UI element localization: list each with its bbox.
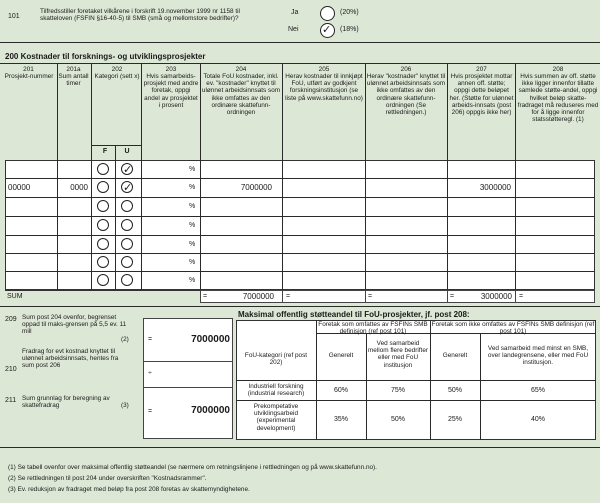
divider: [0, 42, 600, 43]
row1-u-checkmark-icon: ✓: [123, 163, 133, 176]
row2-hours[interactable]: 0000: [70, 183, 88, 192]
row2-u-checkmark-icon: ✓: [123, 181, 133, 194]
row6-percent-sign: %: [189, 259, 196, 266]
support-sub-4: Ved samarbeid med minst en SMB, over landegrensene, eller med FoU institusjon.: [487, 345, 589, 367]
footnote-2: (2) Se rettledningen til post 204 under overskriften "Kostnadsrammer".: [8, 475, 207, 482]
post-210-number: 210: [5, 366, 17, 373]
row7-f-radio[interactable]: [97, 274, 109, 286]
divider: [0, 447, 600, 448]
sum-eq-204: =: [203, 293, 208, 300]
category-u-label: U: [124, 148, 130, 155]
row2-percent-sign: %: [189, 184, 196, 191]
support-group-smb: Foretak som omfattes av FSFINs SMB definisjon (ref post 101): [318, 321, 428, 336]
col-201a-label: Sum antall timer: [58, 73, 89, 88]
post-209-note: (2): [121, 336, 129, 343]
support-row1-val1: 60%: [333, 387, 348, 394]
post-209-operator: =: [148, 336, 153, 343]
sum-eq-208: =: [519, 293, 524, 300]
col-205-label: Herav kostnader til innkjøpt FoU, utført av godkjent forskningsinstitusjon (se liste på www.skattefunn.no): [285, 73, 363, 102]
support-row1-val3: 50%: [447, 387, 462, 394]
support-sub-1: Generelt: [328, 352, 354, 359]
sum-other-support-value: 3000000: [480, 292, 512, 301]
support-row2-val4: 40%: [530, 416, 545, 423]
col-203-number: 203: [165, 66, 177, 73]
q101-number: 101: [8, 13, 20, 20]
q101-text: Tilfredsstiller foretaket vilkårene i forskrift 19.november 1999 nr 1158 til skatteloven (FSFIN §16-40-5) til SMB (små og mellomstore bedrifter)?: [40, 8, 240, 23]
col-202-number: 202: [111, 66, 123, 73]
post-211-value: 7000000: [191, 405, 230, 416]
post-211-text: Sum grunnlag for beregning av skattefradrag: [22, 395, 110, 410]
col-202-label: Kategori (sett x): [94, 73, 140, 80]
col-208-number: 208: [552, 66, 564, 73]
sum-205-field[interactable]: [282, 290, 366, 303]
footnote-1: (1) Se tabell ovenfor over maksimal offentlig støtteandel (se nærmere om retningslinjene i rettledningen og på www.skattefunn.no).: [8, 464, 377, 471]
q101-ja-percent: (20%): [340, 9, 359, 16]
col-208-label: Hvis summen av off. støtte ikke ligger innenfor tillatte samlede støtte-andel, oppgi hvilket beløp skatte-fradraget må reduseres med for å ligge innenfor statsstøtteregl. (1): [517, 73, 599, 124]
post-210-operator: ÷: [148, 370, 152, 377]
post-211-note: (3): [121, 402, 129, 409]
footnote-3: (3) Ev. reduksjon av fradraget med beløp fra post 208 foretas av skattemyndighetene.: [8, 486, 250, 493]
row5-u-radio[interactable]: [121, 238, 133, 250]
support-group-non-smb: Foretak som ikke omfattes av FSFINs SMB definisjon (ref post 101): [431, 321, 595, 336]
row5-percent-sign: %: [189, 241, 196, 248]
col-204-label: Totale FoU kostnader, inkl. ev. "kostnader" knyttet til ulønnet arbeidsinnsats som ikke omfattes av den ordinære skattefunn-ordningen: [201, 73, 281, 117]
support-row2-val3: 25%: [447, 416, 462, 423]
support-row2-val1: 35%: [333, 416, 348, 423]
row6-f-radio[interactable]: [97, 256, 109, 268]
col-206-label: Herav "kostnader" knyttet til ulønnet arbeidsinnsats som ikke omfattes av den ordinære skattefunn-ordningen (Se rettledningen.): [366, 73, 446, 117]
sum-208-field[interactable]: [515, 290, 595, 303]
row2-total-cost[interactable]: 7000000: [240, 183, 272, 192]
support-row2-label: Prekompetative utviklingsarbeid (experimental development): [253, 403, 299, 432]
post-209-value: 7000000: [191, 334, 230, 345]
col-201-number: 201: [23, 66, 34, 73]
support-sub-3: Generelt: [442, 352, 468, 359]
q101-ja-label: Ja: [291, 9, 299, 16]
row7-u-radio[interactable]: [121, 274, 133, 286]
row3-u-radio[interactable]: [121, 200, 133, 212]
q101-nei-percent: (18%): [340, 26, 359, 33]
row6-u-radio[interactable]: [121, 256, 133, 268]
sum-eq-206: =: [368, 293, 373, 300]
section-200-title: 200 Kostnader til forsknings- og utviklingsprosjekter: [5, 52, 206, 61]
row4-u-radio[interactable]: [121, 219, 133, 231]
col-201a-number: 201a: [66, 66, 81, 73]
col-203-label: Hvis samarbeids-prosjekt med andre foretak, oppgi andel av prosjektet i prosent: [143, 73, 199, 109]
divider: [0, 63, 600, 64]
row5-f-radio[interactable]: [97, 238, 109, 250]
row1-percent-sign: %: [189, 166, 196, 173]
support-sub-2: Ved samarbeid mellom flere bedrifter eller med FoU institusjon: [367, 340, 429, 369]
row4-percent-sign: %: [189, 222, 196, 229]
sum-eq-205: =: [286, 293, 291, 300]
col-207-label: Hvis prosjektet mottar annen off. støtte; oppgi dette beløpet her. (Støtte for ulønnet arbeids-innsats (post 206) oppgis ikke her): [449, 73, 514, 117]
post-211-operator: =: [148, 408, 153, 415]
divider: [0, 306, 600, 307]
q101-nei-checkmark-icon: ✓: [322, 23, 332, 36]
row2-other-support[interactable]: 3000000: [479, 183, 511, 192]
row4-f-radio[interactable]: [97, 219, 109, 231]
sum-total-value: 7000000: [242, 292, 274, 301]
post-210-text: Fradrag for evt kostnad knyttet til ulønnet arbeidsinnsats, hentes fra sum post 206: [22, 348, 119, 370]
support-category-header: FoU-kategori (ref post 202): [244, 352, 308, 367]
post-211-number: 211: [5, 397, 17, 404]
sum-label: SUM: [7, 293, 23, 300]
row7-percent-sign: %: [189, 277, 196, 284]
col-207-number: 207: [476, 66, 487, 73]
row3-percent-sign: %: [189, 203, 196, 210]
post-209-number: 209: [5, 316, 17, 323]
col-201-label: Prosjekt-nummer: [4, 73, 54, 80]
support-row2-val2: 50%: [390, 416, 405, 423]
support-row1-val2: 75%: [390, 387, 405, 394]
col-205-number: 205: [318, 66, 330, 73]
post-210-field[interactable]: [143, 361, 233, 388]
row1-f-radio[interactable]: [97, 163, 109, 175]
q101-nei-label: Nei: [288, 26, 299, 33]
q101-ja-radio[interactable]: [320, 6, 335, 21]
support-row1-label: Industriell forskning (industrial research): [247, 383, 305, 398]
sum-206-field[interactable]: [365, 290, 448, 303]
support-row1-val4: 65%: [530, 387, 545, 394]
sum-eq-207: =: [450, 293, 455, 300]
support-table-title: Maksimal offentlig støtteandel til FoU-prosjekter, jf. post 208:: [238, 310, 470, 319]
col-204-number: 204: [235, 66, 247, 73]
col-206-number: 206: [400, 66, 412, 73]
row3-f-radio[interactable]: [97, 200, 109, 212]
row2-project-number[interactable]: 00000: [8, 183, 31, 192]
row2-f-radio[interactable]: [97, 181, 109, 193]
category-f-label: F: [102, 148, 108, 155]
post-209-text: Sum post 204 ovenfor, begrenset oppad til maks-grensen på 5,5 ev. 11 mill: [22, 314, 127, 336]
